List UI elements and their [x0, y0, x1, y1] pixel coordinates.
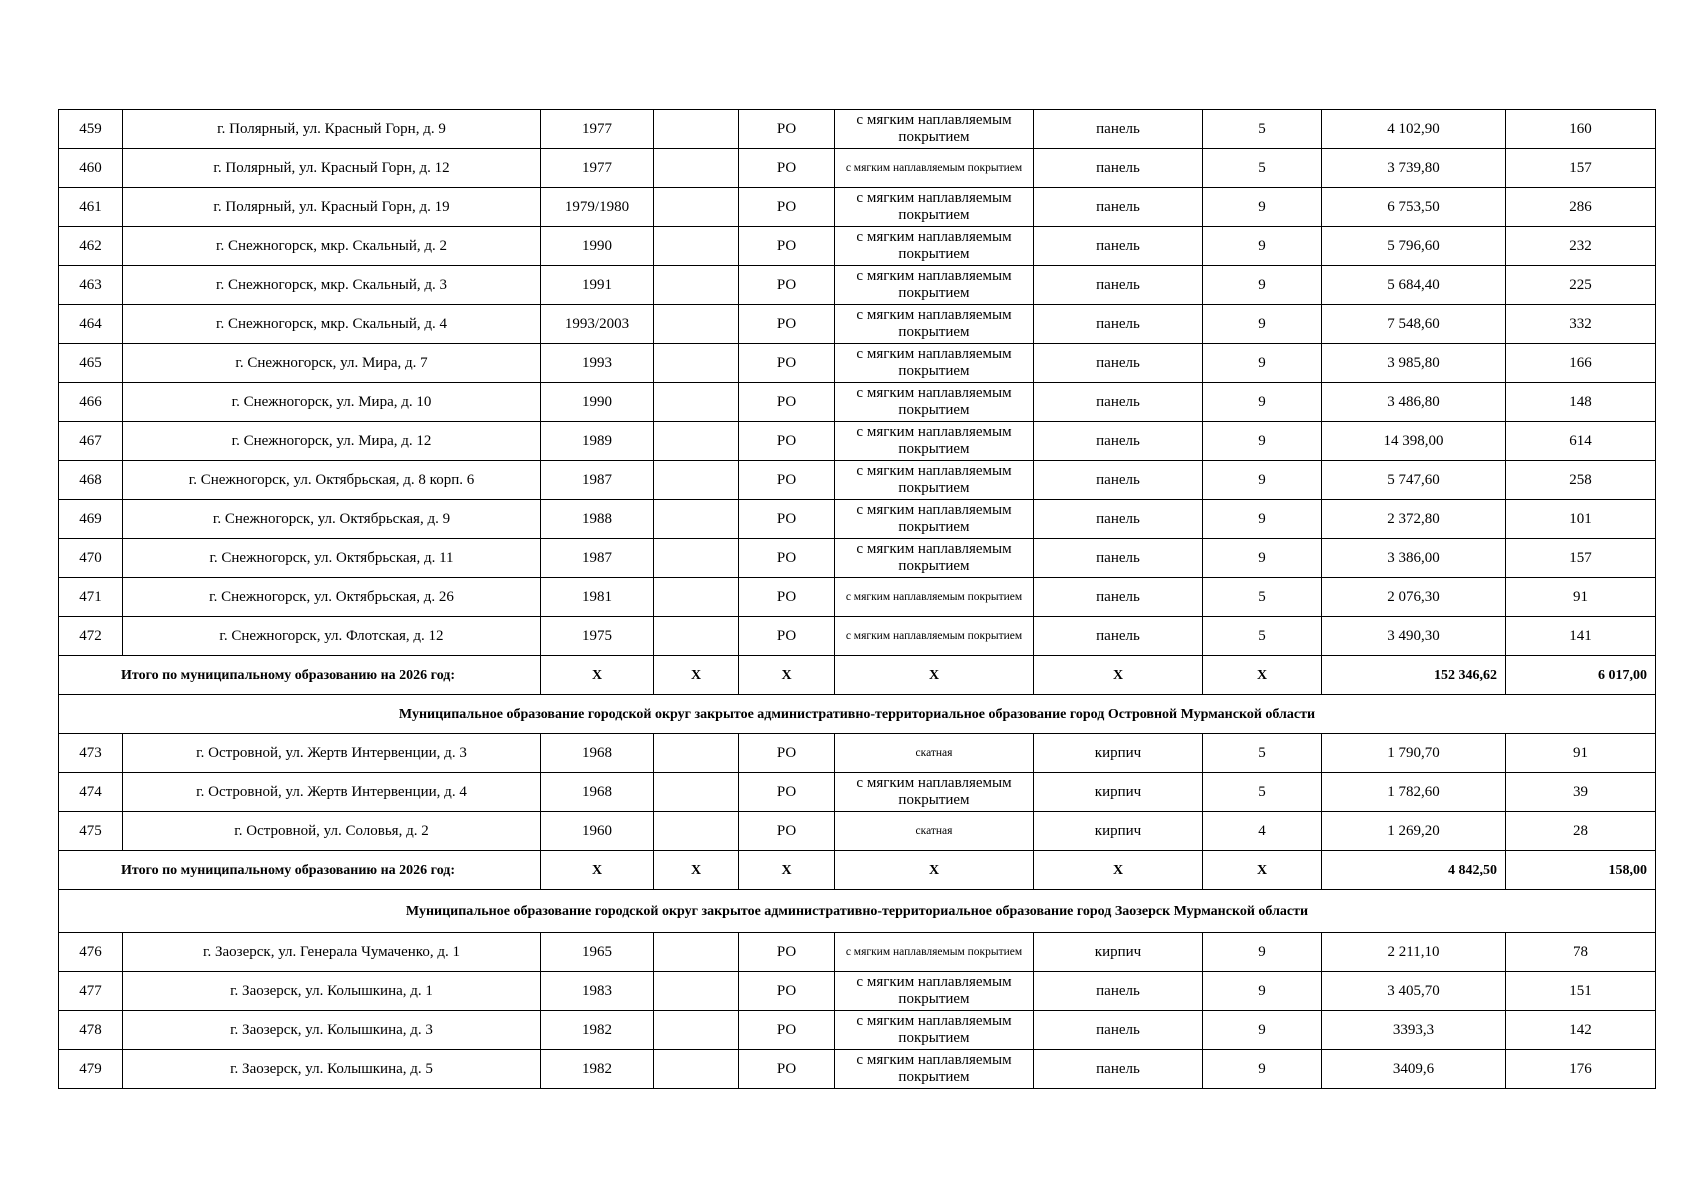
wall-material-cell: панель — [1034, 500, 1203, 539]
row-number-cell: 473 — [59, 734, 123, 773]
year-cell: 1968 — [541, 773, 654, 812]
row-number-cell: 462 — [59, 227, 123, 266]
table-row — [59, 1050, 1656, 1089]
floors-cell: 9 — [1203, 266, 1322, 305]
residents-cell: 28 — [1506, 812, 1656, 851]
row-number-cell: 471 — [59, 578, 123, 617]
residents-cell: 614 — [1506, 422, 1656, 461]
table-row — [59, 383, 1656, 422]
address-cell: г. Заозерск, ул. Колышкина, д. 5 — [123, 1050, 541, 1089]
roof-type-cell: с мягким наплавляемым покрытием — [835, 933, 1034, 972]
residents-cell: 151 — [1506, 972, 1656, 1011]
year-cell: 1965 — [541, 933, 654, 972]
year-cell: 1982 — [541, 1050, 654, 1089]
address-cell: г. Полярный, ул. Красный Горн, д. 19 — [123, 188, 541, 227]
floors-cell: 9 — [1203, 972, 1322, 1011]
row-number-cell: 475 — [59, 812, 123, 851]
form-cell: РО — [739, 734, 835, 773]
total-x-blank: Х — [654, 656, 739, 695]
address-cell: г. Островной, ул. Жертв Интервенции, д. 3 — [123, 734, 541, 773]
address-cell: г. Заозерск, ул. Колышкина, д. 3 — [123, 1011, 541, 1050]
row-number-cell: 466 — [59, 383, 123, 422]
total-label: Итого по муниципальному образованию на 2026 год: — [59, 656, 541, 695]
wall-material-cell: панель — [1034, 972, 1203, 1011]
row-number-cell: 464 — [59, 305, 123, 344]
table-row — [59, 972, 1656, 1011]
section-header-row — [59, 695, 1656, 734]
blank-cell — [654, 110, 739, 149]
residents-cell: 141 — [1506, 617, 1656, 656]
address-cell: г. Снежногорск, ул. Мира, д. 12 — [123, 422, 541, 461]
area-cell: 4 102,90 — [1322, 110, 1506, 149]
table-row — [59, 266, 1656, 305]
floors-cell: 9 — [1203, 461, 1322, 500]
residents-cell: 101 — [1506, 500, 1656, 539]
form-cell: РО — [739, 1011, 835, 1050]
table-row — [59, 461, 1656, 500]
roof-type-cell: с мягким наплавляемым покрытием — [835, 500, 1034, 539]
area-cell: 3393,3 — [1322, 1011, 1506, 1050]
row-number-cell: 478 — [59, 1011, 123, 1050]
floors-cell: 5 — [1203, 734, 1322, 773]
blank-cell — [654, 344, 739, 383]
table-row — [59, 1011, 1656, 1050]
section-header-row — [59, 890, 1656, 933]
total-x-roof: Х — [835, 656, 1034, 695]
blank-cell — [654, 383, 739, 422]
address-cell: г. Снежногорск, ул. Флотская, д. 12 — [123, 617, 541, 656]
wall-material-cell: панель — [1034, 578, 1203, 617]
form-cell: РО — [739, 1050, 835, 1089]
year-cell: 1960 — [541, 812, 654, 851]
table-row — [59, 617, 1656, 656]
table-row — [59, 734, 1656, 773]
blank-cell — [654, 188, 739, 227]
row-number-cell: 474 — [59, 773, 123, 812]
table-row — [59, 149, 1656, 188]
floors-cell: 9 — [1203, 933, 1322, 972]
area-cell: 3 739,80 — [1322, 149, 1506, 188]
area-cell: 1 782,60 — [1322, 773, 1506, 812]
year-cell: 1989 — [541, 422, 654, 461]
roof-type-cell: с мягким наплавляемым покрытием — [835, 1050, 1034, 1089]
table-row — [59, 539, 1656, 578]
floors-cell: 9 — [1203, 305, 1322, 344]
blank-cell — [654, 734, 739, 773]
table-row — [59, 578, 1656, 617]
residents-cell: 91 — [1506, 578, 1656, 617]
form-cell: РО — [739, 773, 835, 812]
year-cell: 1981 — [541, 578, 654, 617]
roof-type-cell: скатная — [835, 734, 1034, 773]
floors-cell: 5 — [1203, 773, 1322, 812]
total-people: 6 017,00 — [1506, 656, 1656, 695]
year-cell: 1993 — [541, 344, 654, 383]
total-x-form: Х — [739, 656, 835, 695]
floors-cell: 9 — [1203, 344, 1322, 383]
table-row — [59, 812, 1656, 851]
total-x-floors: Х — [1203, 851, 1322, 890]
address-cell: г. Заозерск, ул. Генерала Чумаченко, д. 1 — [123, 933, 541, 972]
form-cell: РО — [739, 188, 835, 227]
floors-cell: 5 — [1203, 110, 1322, 149]
total-area: 152 346,62 — [1322, 656, 1506, 695]
year-cell: 1977 — [541, 149, 654, 188]
row-number-cell: 463 — [59, 266, 123, 305]
wall-material-cell: панель — [1034, 1050, 1203, 1089]
table-row — [59, 500, 1656, 539]
year-cell: 1990 — [541, 227, 654, 266]
row-number-cell: 465 — [59, 344, 123, 383]
table-row — [59, 344, 1656, 383]
table-row — [59, 188, 1656, 227]
year-cell: 1993/2003 — [541, 305, 654, 344]
floors-cell: 5 — [1203, 149, 1322, 188]
form-cell: РО — [739, 461, 835, 500]
residents-cell: 225 — [1506, 266, 1656, 305]
area-cell: 1 790,70 — [1322, 734, 1506, 773]
table-row — [59, 773, 1656, 812]
blank-cell — [654, 149, 739, 188]
residents-cell: 142 — [1506, 1011, 1656, 1050]
roof-type-cell: с мягким наплавляемым покрытием — [835, 344, 1034, 383]
total-x-form: Х — [739, 851, 835, 890]
form-cell: РО — [739, 344, 835, 383]
roof-type-cell: с мягким наплавляемым покрытием — [835, 110, 1034, 149]
form-cell: РО — [739, 539, 835, 578]
area-cell: 6 753,50 — [1322, 188, 1506, 227]
address-cell: г. Островной, ул. Жертв Интервенции, д. 4 — [123, 773, 541, 812]
address-cell: г. Полярный, ул. Красный Горн, д. 12 — [123, 149, 541, 188]
year-cell: 1987 — [541, 539, 654, 578]
area-cell: 2 076,30 — [1322, 578, 1506, 617]
residents-cell: 176 — [1506, 1050, 1656, 1089]
roof-type-cell: с мягким наплавляемым покрытием — [835, 972, 1034, 1011]
total-row — [59, 656, 1656, 695]
wall-material-cell: панель — [1034, 110, 1203, 149]
rows-group-zaozersk — [59, 933, 1656, 1089]
floors-cell: 9 — [1203, 1011, 1322, 1050]
row-number-cell: 477 — [59, 972, 123, 1011]
area-cell: 3 405,70 — [1322, 972, 1506, 1011]
roof-type-cell: с мягким наплавляемым покрытием — [835, 422, 1034, 461]
row-number-cell: 461 — [59, 188, 123, 227]
total-area: 4 842,50 — [1322, 851, 1506, 890]
wall-material-cell: панель — [1034, 305, 1203, 344]
form-cell: РО — [739, 227, 835, 266]
area-cell: 5 747,60 — [1322, 461, 1506, 500]
blank-cell — [654, 539, 739, 578]
row-number-cell: 467 — [59, 422, 123, 461]
wall-material-cell: панель — [1034, 422, 1203, 461]
row-number-cell: 479 — [59, 1050, 123, 1089]
wall-material-cell: кирпич — [1034, 933, 1203, 972]
address-cell: г. Полярный, ул. Красный Горн, д. 9 — [123, 110, 541, 149]
floors-cell: 4 — [1203, 812, 1322, 851]
blank-cell — [654, 972, 739, 1011]
address-cell: г. Заозерск, ул. Колышкина, д. 1 — [123, 972, 541, 1011]
blank-cell — [654, 266, 739, 305]
address-cell: г. Снежногорск, ул. Октябрьская, д. 26 — [123, 578, 541, 617]
form-cell: РО — [739, 972, 835, 1011]
residents-cell: 39 — [1506, 773, 1656, 812]
floors-cell: 9 — [1203, 383, 1322, 422]
table-row — [59, 110, 1656, 149]
residents-cell: 78 — [1506, 933, 1656, 972]
row-number-cell: 460 — [59, 149, 123, 188]
total-x-wall: Х — [1034, 656, 1203, 695]
year-cell: 1991 — [541, 266, 654, 305]
roof-type-cell: с мягким наплавляемым покрытием — [835, 578, 1034, 617]
floors-cell: 5 — [1203, 617, 1322, 656]
year-cell: 1988 — [541, 500, 654, 539]
floors-cell: 9 — [1203, 188, 1322, 227]
total-row-group-b — [59, 851, 1656, 933]
year-cell: 1968 — [541, 734, 654, 773]
roof-type-cell: скатная — [835, 812, 1034, 851]
total-x-wall: Х — [1034, 851, 1203, 890]
form-cell: РО — [739, 305, 835, 344]
area-cell: 5 684,40 — [1322, 266, 1506, 305]
total-people: 158,00 — [1506, 851, 1656, 890]
wall-material-cell: кирпич — [1034, 773, 1203, 812]
residents-cell: 91 — [1506, 734, 1656, 773]
table-row — [59, 227, 1656, 266]
blank-cell — [654, 578, 739, 617]
wall-material-cell: панель — [1034, 461, 1203, 500]
blank-cell — [654, 461, 739, 500]
blank-cell — [654, 422, 739, 461]
area-cell: 1 269,20 — [1322, 812, 1506, 851]
roof-type-cell: с мягким наплавляемым покрытием — [835, 266, 1034, 305]
row-number-cell: 469 — [59, 500, 123, 539]
roof-type-cell: с мягким наплавляемым покрытием — [835, 617, 1034, 656]
area-cell: 3 985,80 — [1322, 344, 1506, 383]
area-cell: 14 398,00 — [1322, 422, 1506, 461]
address-cell: г. Снежногорск, ул. Мира, д. 7 — [123, 344, 541, 383]
residents-cell: 286 — [1506, 188, 1656, 227]
floors-cell: 5 — [1203, 578, 1322, 617]
blank-cell — [654, 500, 739, 539]
form-cell: РО — [739, 383, 835, 422]
blank-cell — [654, 227, 739, 266]
roof-type-cell: с мягким наплавляемым покрытием — [835, 461, 1034, 500]
wall-material-cell: панель — [1034, 383, 1203, 422]
table-row — [59, 933, 1656, 972]
total-x-floors: Х — [1203, 656, 1322, 695]
row-number-cell: 459 — [59, 110, 123, 149]
roof-type-cell: с мягким наплавляемым покрытием — [835, 227, 1034, 266]
roof-type-cell: с мягким наплавляемым покрытием — [835, 305, 1034, 344]
housing-table — [58, 109, 1656, 1089]
area-cell: 2 211,10 — [1322, 933, 1506, 972]
roof-type-cell: с мягким наплавляемым покрытием — [835, 149, 1034, 188]
wall-material-cell: панель — [1034, 344, 1203, 383]
form-cell: РО — [739, 933, 835, 972]
residents-cell: 258 — [1506, 461, 1656, 500]
area-cell: 7 548,60 — [1322, 305, 1506, 344]
residents-cell: 166 — [1506, 344, 1656, 383]
total-x-year: Х — [541, 656, 654, 695]
blank-cell — [654, 1050, 739, 1089]
year-cell: 1990 — [541, 383, 654, 422]
form-cell: РО — [739, 617, 835, 656]
form-cell: РО — [739, 578, 835, 617]
row-number-cell: 468 — [59, 461, 123, 500]
area-cell: 5 796,60 — [1322, 227, 1506, 266]
floors-cell: 9 — [1203, 539, 1322, 578]
wall-material-cell: панель — [1034, 539, 1203, 578]
total-row — [59, 851, 1656, 890]
residents-cell: 157 — [1506, 539, 1656, 578]
form-cell: РО — [739, 149, 835, 188]
address-cell: г. Снежногорск, ул. Октябрьская, д. 9 — [123, 500, 541, 539]
roof-type-cell: с мягким наплавляемым покрытием — [835, 1011, 1034, 1050]
row-number-cell: 476 — [59, 933, 123, 972]
table-row — [59, 422, 1656, 461]
year-cell: 1977 — [541, 110, 654, 149]
residents-cell: 332 — [1506, 305, 1656, 344]
floors-cell: 9 — [1203, 500, 1322, 539]
total-label: Итого по муниципальному образованию на 2026 год: — [59, 851, 541, 890]
year-cell: 1983 — [541, 972, 654, 1011]
roof-type-cell: с мягким наплавляемым покрытием — [835, 539, 1034, 578]
blank-cell — [654, 933, 739, 972]
residents-cell: 160 — [1506, 110, 1656, 149]
blank-cell — [654, 617, 739, 656]
address-cell: г. Снежногорск, мкр. Скальный, д. 3 — [123, 266, 541, 305]
residents-cell: 148 — [1506, 383, 1656, 422]
form-cell: РО — [739, 110, 835, 149]
form-cell: РО — [739, 812, 835, 851]
area-cell: 3 386,00 — [1322, 539, 1506, 578]
address-cell: г. Снежногорск, мкр. Скальный, д. 4 — [123, 305, 541, 344]
total-x-roof: Х — [835, 851, 1034, 890]
form-cell: РО — [739, 422, 835, 461]
area-cell: 3409,6 — [1322, 1050, 1506, 1089]
wall-material-cell: панель — [1034, 617, 1203, 656]
wall-material-cell: кирпич — [1034, 812, 1203, 851]
residents-cell: 232 — [1506, 227, 1656, 266]
floors-cell: 9 — [1203, 1050, 1322, 1089]
table-row — [59, 305, 1656, 344]
form-cell: РО — [739, 500, 835, 539]
area-cell: 2 372,80 — [1322, 500, 1506, 539]
address-cell: г. Снежногорск, мкр. Скальный, д. 2 — [123, 227, 541, 266]
wall-material-cell: панель — [1034, 188, 1203, 227]
year-cell: 1975 — [541, 617, 654, 656]
area-cell: 3 486,80 — [1322, 383, 1506, 422]
blank-cell — [654, 1011, 739, 1050]
section-header-ostrovnoy: Муниципальное образование городской округ закрытое административно-территориальное образование город Островной Мурманской области — [59, 695, 1656, 734]
wall-material-cell: панель — [1034, 227, 1203, 266]
year-cell: 1979/1980 — [541, 188, 654, 227]
section-header-zaozersk: Муниципальное образование городской округ закрытое административно-территориальное образование город Заозерск Мурманской области — [59, 890, 1656, 933]
total-row-group-a — [59, 656, 1656, 734]
address-cell: г. Островной, ул. Соловья, д. 2 — [123, 812, 541, 851]
row-number-cell: 470 — [59, 539, 123, 578]
address-cell: г. Снежногорск, ул. Октябрьская, д. 8 корп. 6 — [123, 461, 541, 500]
roof-type-cell: с мягким наплавляемым покрытием — [835, 188, 1034, 227]
year-cell: 1987 — [541, 461, 654, 500]
address-cell: г. Снежногорск, ул. Октябрьская, д. 11 — [123, 539, 541, 578]
total-x-year: Х — [541, 851, 654, 890]
area-cell: 3 490,30 — [1322, 617, 1506, 656]
form-cell: РО — [739, 266, 835, 305]
roof-type-cell: с мягким наплавляемым покрытием — [835, 773, 1034, 812]
residents-cell: 157 — [1506, 149, 1656, 188]
roof-type-cell: с мягким наплавляемым покрытием — [835, 383, 1034, 422]
wall-material-cell: панель — [1034, 266, 1203, 305]
row-number-cell: 472 — [59, 617, 123, 656]
blank-cell — [654, 773, 739, 812]
wall-material-cell: панель — [1034, 149, 1203, 188]
floors-cell: 9 — [1203, 227, 1322, 266]
wall-material-cell: кирпич — [1034, 734, 1203, 773]
blank-cell — [654, 305, 739, 344]
address-cell: г. Снежногорск, ул. Мира, д. 10 — [123, 383, 541, 422]
year-cell: 1982 — [541, 1011, 654, 1050]
wall-material-cell: панель — [1034, 1011, 1203, 1050]
rows-group-ostrovnoy — [59, 734, 1656, 851]
rows-group-polyarny-snezhnogorsk — [59, 110, 1656, 656]
floors-cell: 9 — [1203, 422, 1322, 461]
total-x-blank: Х — [654, 851, 739, 890]
blank-cell — [654, 812, 739, 851]
